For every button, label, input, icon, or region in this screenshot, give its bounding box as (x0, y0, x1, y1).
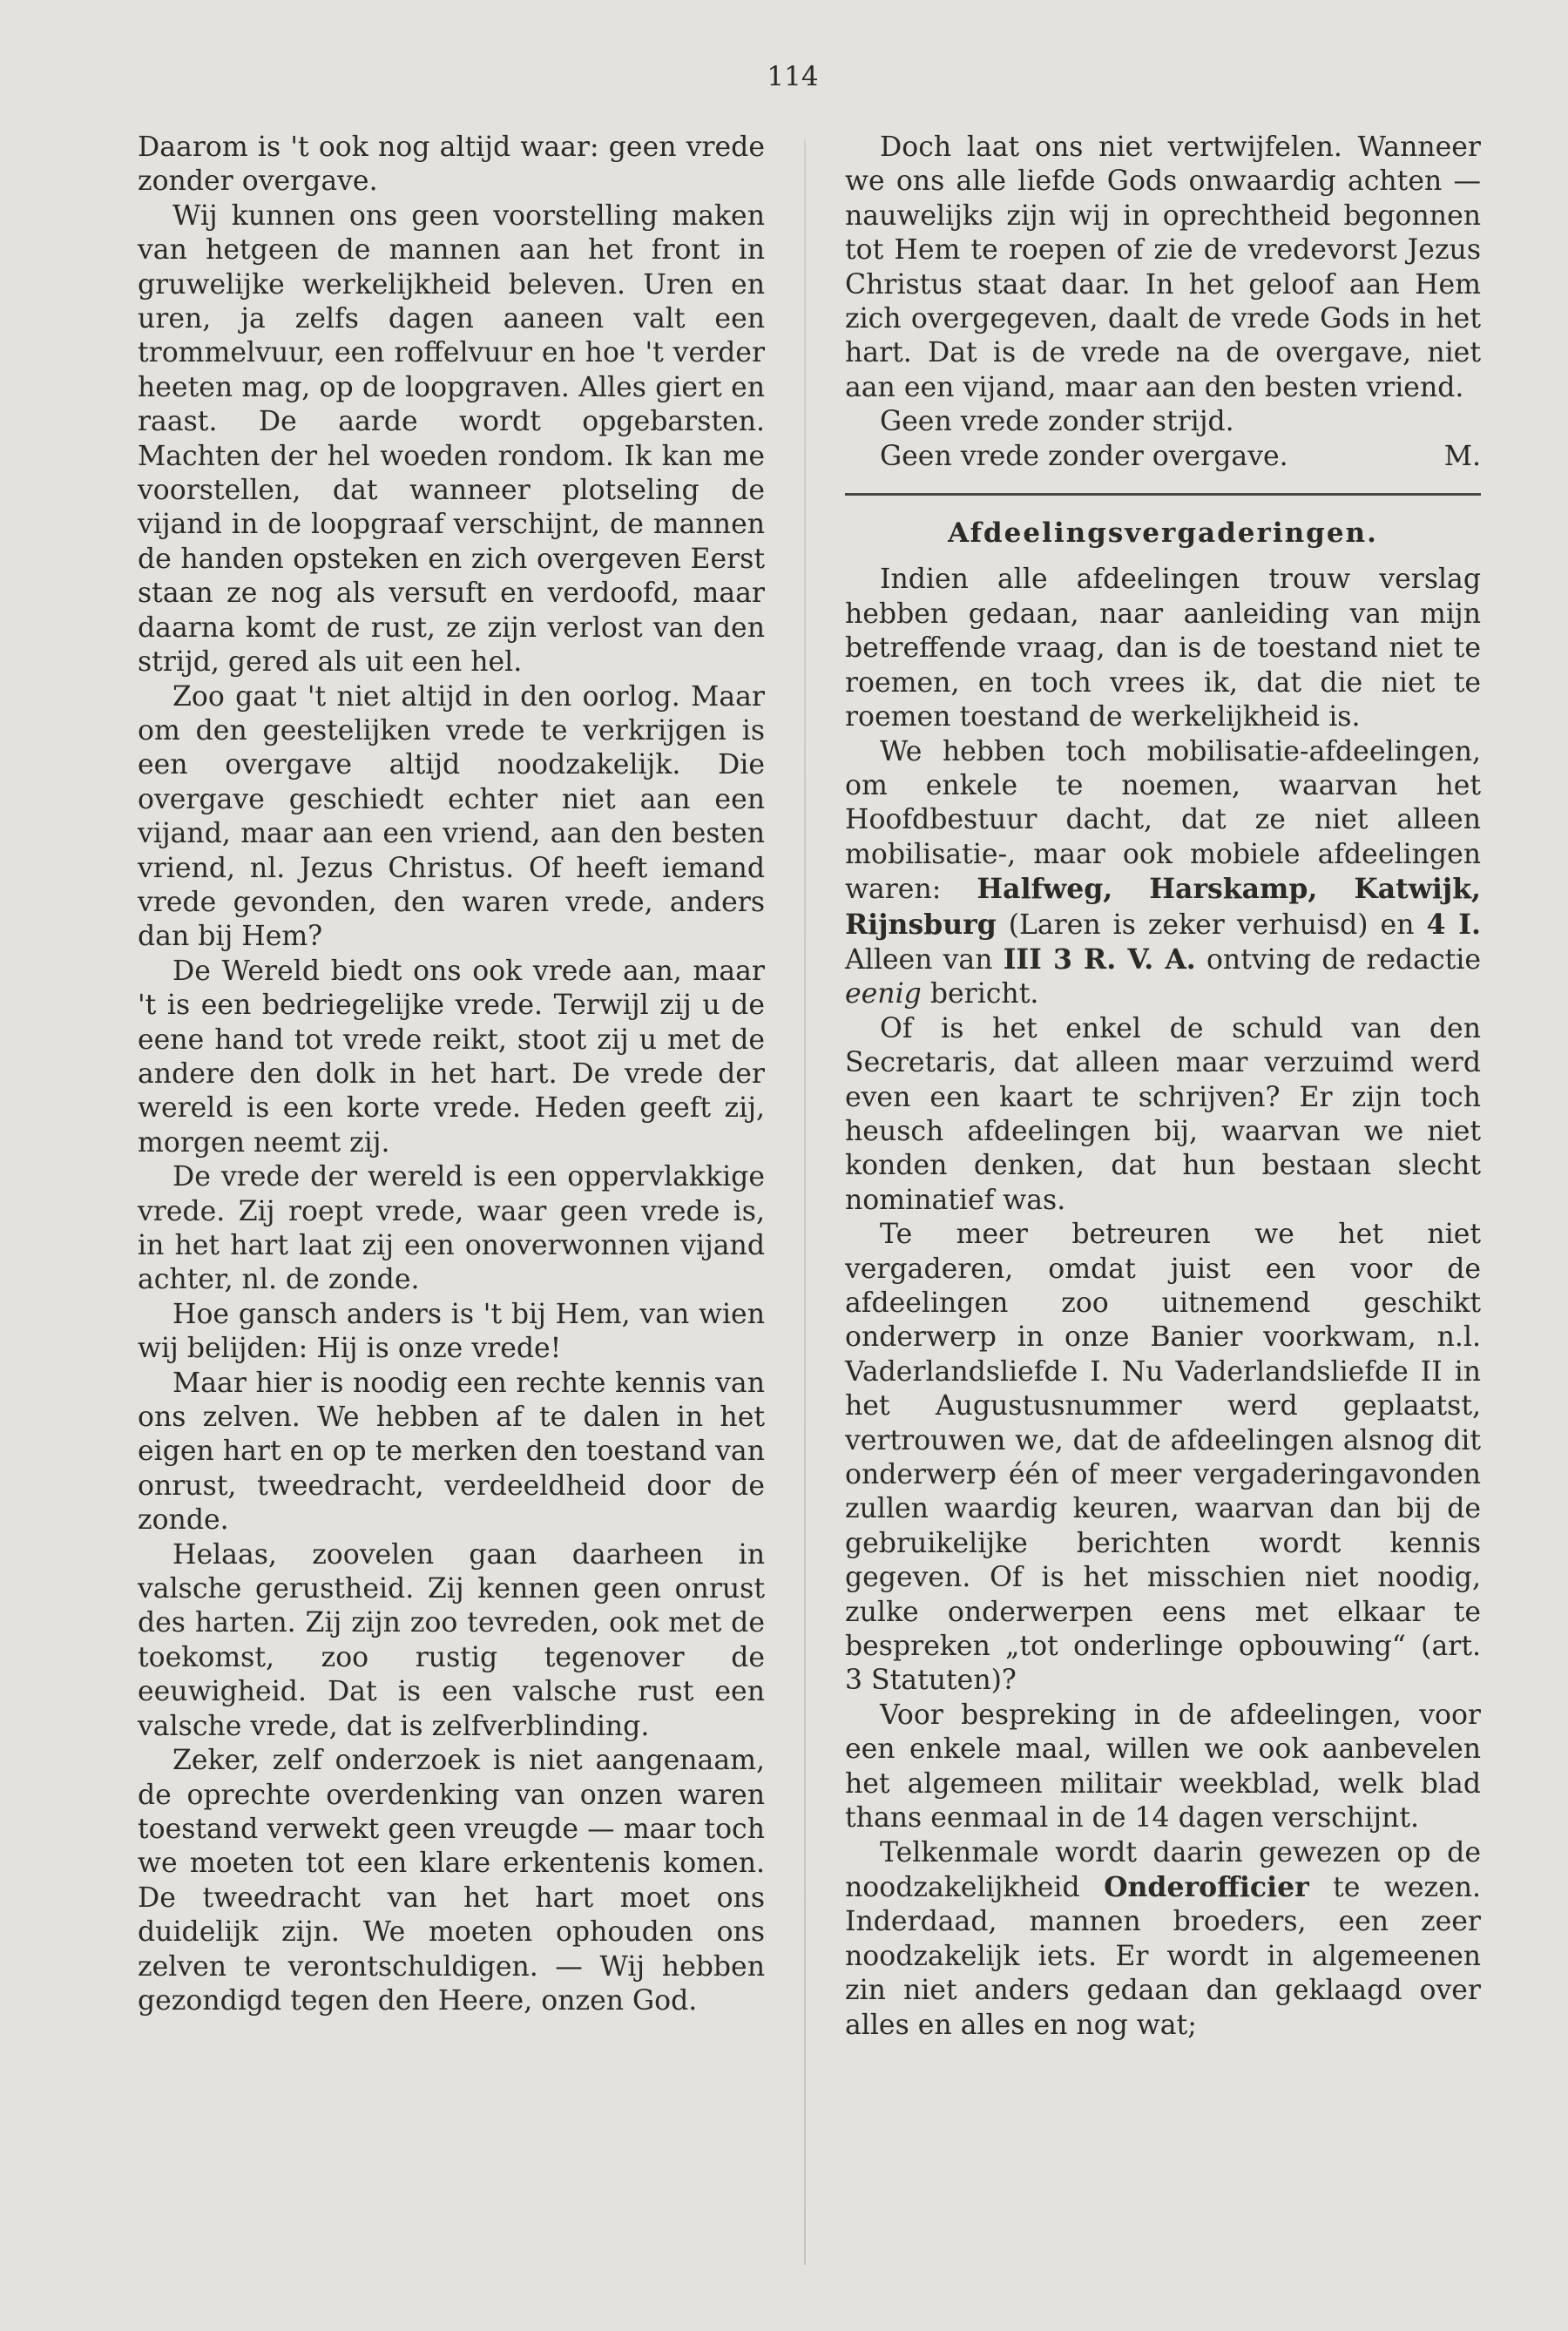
text-run: We hebben toch mobilisatie-afdeelingen, om enkele te noemen, waarvan het Hoofdbestuur dacht, dat ze niet alleen mobilisatie-, maar ook mobiele afdeelingen waren: (845, 735, 1481, 906)
paragraph: Te meer betreuren we het niet vergaderen, omdat juist een voor de afdeelingen zoo uitnemend geschikt onderwerp in onze Banier voorkwam, n.l. Vaderlandsliefde I. Nu Vaderlandsliefde II in het Augustusnummer werd geplaatst, vertrouwen we, dat de afdeelingen alsnog dit onderwerp één of meer vergaderingavonden zullen waardig keuren, waarvan dan bij de gebruikelijke berichten wordt kennis gegeven. Of is het misschien niet noodig, zulke onderwerpen eens met elkaar te bespreken „tot onderlinge opbouwing“ (art. 3 Statuten)? (845, 1219, 1481, 1697)
paragraph: De vrede der wereld is een oppervlakkige vrede. Zij roept vrede, waar geen vrede is, in het hart laat zij een onoverwonnen vijand achter, nl. de zonde. (138, 1161, 765, 1296)
paragraph: Zeker, zelf onderzoek is niet aangenaam, de oprechte overdenking van onzen waren toestand verwekt geen vreugde — maar toch we moeten tot een klare erkentenis komen. De tweedracht van het hart moet ons duidelijk zijn. We moeten ophouden ons zelven te verontschuldigen. — Wij hebben gezondigd tegen den Heere, onzen God. (138, 1745, 765, 2017)
text-run: Alleen van (845, 943, 1004, 976)
right-column (845, 131, 1481, 2043)
paragraph (845, 1836, 1481, 2043)
paragraph: Of is het enkel de schuld van den Secretaris, dat alleen maar verzuimd werd even een kaart te schrijven? Er zijn toch heusch afdeelingen bij, waarvan we niet konden denken, dat hun bestaan slecht nominatief was. (845, 1012, 1481, 1216)
text-run: ontving de redactie (1195, 943, 1481, 976)
text-run: Telkenmale wordt daarin gewezen op de noodzakelijkheid (845, 1836, 1481, 1903)
bold-text: III 3 R. V. A. (1003, 943, 1196, 976)
paragraph: De Wereld biedt ons ook vrede aan, maar 't is een bedriegelijke vrede. Terwijl zij u de eene hand tot vrede reikt, stoot zij u met de andere den dolk in het hart. De vrede der wereld is een korte vrede. Heden geeft zij, morgen neemt zij. (138, 955, 765, 1159)
paragraph: Zoo gaat 't niet altijd in den oorlog. Maar om den geestelijken vrede te verkrijgen is een overgave altijd noodzakelijk. Die overgave geschiedt echter niet aan een vijand, maar aan een vriend, aan den besten vriend, nl. Jezus Christus. Of heeft iemand vrede gevonden, den waren vrede, anders dan bij Hem? (138, 680, 765, 953)
text-run: (Laren is zeker verhuisd) en (996, 909, 1427, 941)
left-column (138, 131, 765, 2018)
paragraph: Indien alle afdeelingen trouw verslag hebben gedaan, naar aanleiding van mijn betreffende vraag, dan is de toestand niet te roemen, en toch vrees ik, dat die niet te roemen toestand de werkelijkheid is. (845, 564, 1481, 733)
bold-text: Onderofficier (1104, 1870, 1309, 1903)
paragraph: Doch laat ons niet vertwijfelen. Wanneer we ons alle liefde Gods onwaardig achten — nauwelijks zijn wij in oprechtheid begonnen tot Hem te roepen of zie de vredevorst Jezus Christus staat daar. In het geloof aan Hem zich overgegeven, daalt de vrede Gods in het hart. Dat is de vrede na de overgave, niet aan een vijand, maar aan den besten vriend. (845, 132, 1481, 403)
paragraph: Helaas, zoovelen gaan daarheen in valsche gerustheid. Zij kennen geen onrust des harten. Zij zijn zoo tevreden, ook met de toekomst, zoo rustig tegenover de eeuwigheid. Dat is een valsche rust een valsche vrede, dat is zelfverblinding. (138, 1538, 765, 1742)
text-run: te wezen. Inderdaad, mannen broeders, een zeer noodzakelijk iets. Er wordt in algemeenen zin niet anders gedaan dan geklaagd over alles en alles en nog wat; (845, 1871, 1482, 2041)
author-signature: M. (1443, 440, 1481, 472)
section-title: Afdeelingsvergaderingen. (948, 517, 1378, 550)
page-number: 114 (767, 61, 819, 92)
bold-text: Halfweg, Harskamp, Katwijk, Rijnsburg (845, 873, 1481, 941)
closing-line: Geen vrede zonder overgave. (880, 440, 1288, 472)
section-rule (845, 493, 1481, 496)
paragraph (845, 735, 1481, 1012)
closing-signature-line (845, 440, 1481, 474)
paragraph: Daarom is 't ook nog altijd waar: geen vrede zonder overgave. (138, 132, 765, 198)
italic-text: eenig (845, 978, 922, 1010)
text-run: bericht. (921, 978, 1039, 1010)
paragraph: Voor bespreking in de afdeelingen, voor een enkele maal, willen we ook aanbevelen het algemeen militair weekblad, welk blad thans eenmaal in de 14 dagen verschijnt. (845, 1699, 1481, 1834)
paragraph: Maar hier is noodig een rechte kennis van ons zelven. We hebben af te dalen in het eigen hart en op te merken den toestand van onrust, tweedracht, verdeeldheid door de zonde. (138, 1367, 765, 1537)
bold-text: 4 I. (1426, 908, 1481, 941)
paragraph: Wij kunnen ons geen voorstelling maken van hetgeen de mannen aan het front in gruwelijke werkelijkheid beleven. Uren en uren, ja zelfs dagen aaneen valt een trommelvuur, een roffelvuur en hoe 't verder heeten mag, op de loopgraven. Alles giert en raast. De aarde wordt opgebarsten. Machten der hel woeden rondom. Ik kan me voorstellen, dat wanneer plotseling de vijand in de loopgraaf verschijnt, de mannen de handen opsteken en zich overgeven Eerst staan ze nog als versuft en verdoofd, maar daarna komt de rust, ze zijn verlost van den strijd, gered als uit een hel. (138, 199, 765, 679)
closing-line: Geen vrede zonder strijd. (880, 406, 1234, 438)
column-divider (804, 139, 806, 2265)
paragraph: Hoe gansch anders is 't bij Hem, van wien wij belijden: Hij is onze vrede! (138, 1298, 765, 1365)
